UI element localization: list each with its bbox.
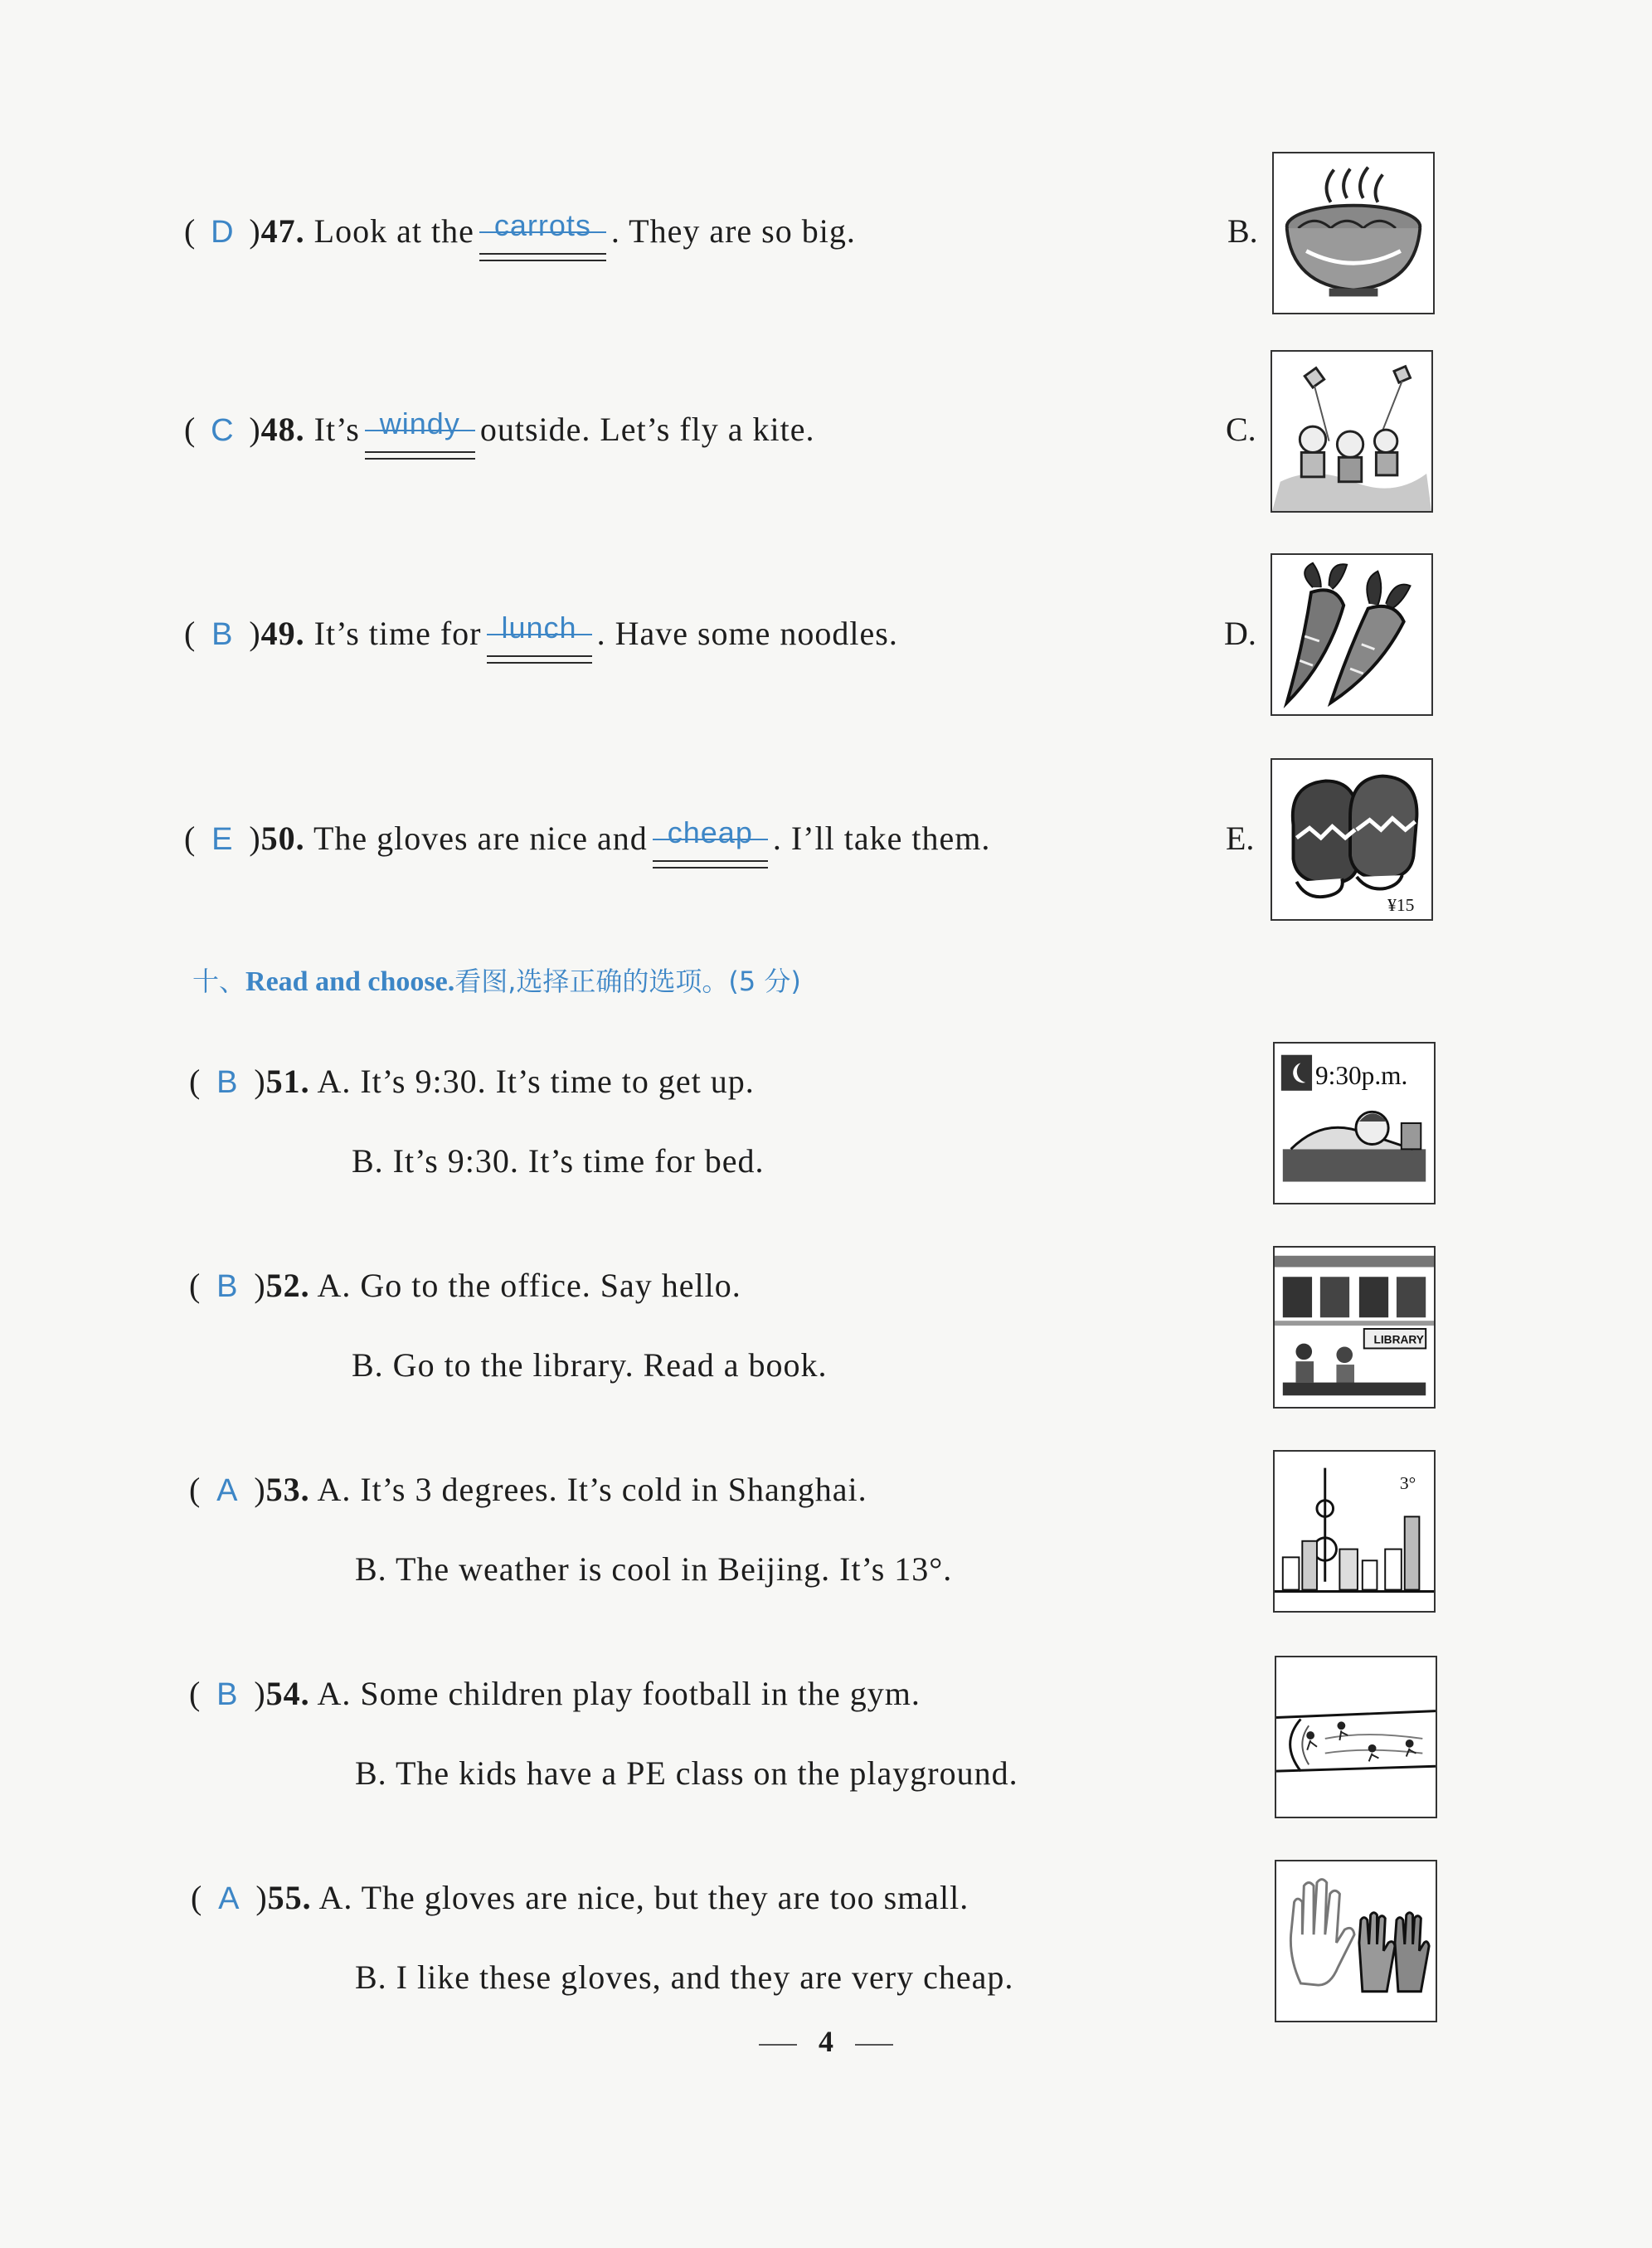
section-title <box>192 961 801 999</box>
fill-blank-49 <box>487 611 592 652</box>
question-number: 49 <box>260 615 296 652</box>
bedtime-clock-icon <box>1273 1042 1436 1204</box>
option-a-text: A. Go to the office. Say hello. <box>317 1267 741 1304</box>
option-label-d: D. <box>1224 615 1256 652</box>
picture-temperature: 3° <box>1399 1473 1416 1494</box>
question-47: ( D )47. Look at the carrots . They are so big. <box>184 208 856 250</box>
sentence-end: . They are so big. <box>610 212 856 250</box>
blank-word: cheap <box>667 815 753 849</box>
question-52-option-b: B. Go to the library. Read a book. <box>352 1346 828 1384</box>
answer-48: C <box>211 413 235 448</box>
option-a-text: A. Some children play football in the gym. <box>317 1675 921 1712</box>
option-a-text: A. It’s 3 degrees. It’s cold in Shanghai. <box>317 1471 867 1508</box>
blank-word: lunch <box>501 611 577 645</box>
blank-word: windy <box>379 406 460 440</box>
noodle-bowl-icon <box>1272 152 1435 314</box>
sentence-start: It’s <box>313 411 360 448</box>
question-number: 54 <box>265 1675 301 1712</box>
question-49: ( B )49. It’s time for lunch . Have some noodles. <box>184 611 898 652</box>
question-54: ( B )54. A. Some children play football in the gym. <box>189 1675 921 1712</box>
sentence-end: . I’ll take them. <box>772 820 991 857</box>
question-51: ( B )51. A. It’s 9:30. It’s time to get up. <box>189 1063 755 1100</box>
question-number: 47 <box>260 212 296 250</box>
question-52: ( B )52. A. Go to the office. Say hello. <box>189 1267 741 1304</box>
library-sign: LIBRARY <box>1373 1333 1424 1346</box>
answer-50: E <box>211 822 234 857</box>
answer-55: A <box>218 1881 241 1916</box>
answer-51: B <box>216 1065 239 1100</box>
question-number: 50 <box>260 820 296 857</box>
sentence-start: The gloves are nice and <box>313 820 648 857</box>
price-tag: ¥15 <box>1387 895 1415 916</box>
option-label-e: E. <box>1226 820 1255 857</box>
question-number: 55 <box>267 1879 303 1916</box>
question-number: 51 <box>265 1063 301 1100</box>
question-53: ( A )53. A. It’s 3 degrees. It’s cold in Shanghai. <box>189 1471 867 1508</box>
blank-word: carrots <box>493 208 591 242</box>
answer-49: B <box>211 617 234 652</box>
page-number: 4 <box>819 2025 833 2058</box>
question-53-option-b: B. The weather is cool in Beijing. It’s 13°. <box>355 1550 953 1588</box>
library-icon <box>1273 1246 1436 1409</box>
hand-and-gloves-icon <box>1275 1860 1437 2022</box>
answer-53: A <box>216 1473 239 1508</box>
sentence-end: . Have some noodles. <box>596 615 898 652</box>
shanghai-skyline-icon <box>1273 1450 1436 1613</box>
question-number: 53 <box>265 1471 301 1508</box>
fill-blank-47 <box>479 208 606 250</box>
answer-54: B <box>216 1677 239 1712</box>
sentence-start: It’s time for <box>313 615 482 652</box>
question-55-option-b: B. I like these gloves, and they are very cheap. <box>355 1958 1014 1996</box>
picture-clock-text: 9:30p.m. <box>1314 1060 1408 1090</box>
mittens-icon <box>1271 758 1433 921</box>
answer-47: D <box>211 215 235 250</box>
option-a-text: A. It’s 9:30. It’s time to get up. <box>317 1063 755 1100</box>
section-score: (5 分) <box>728 966 801 997</box>
question-number: 52 <box>265 1267 301 1304</box>
section-title-zh: 看图,选择正确的选项。 <box>454 966 729 997</box>
fill-blank-50 <box>653 815 768 857</box>
page-footer <box>0 2024 1652 2059</box>
carrots-icon <box>1271 553 1433 716</box>
option-label-b: B. <box>1227 212 1258 250</box>
fill-blank-48 <box>365 406 475 448</box>
question-54-option-b: B. The kids have a PE class on the playground. <box>355 1754 1018 1792</box>
section-title-en: Read and choose. <box>245 966 455 997</box>
question-50: ( E )50. The gloves are nice and cheap . I’ll take them. <box>184 815 991 857</box>
running-track-icon <box>1275 1656 1437 1818</box>
sentence-start: Look at the <box>313 212 474 250</box>
question-number: 48 <box>260 411 296 448</box>
option-label-c: C. <box>1226 411 1256 448</box>
section-number: 十、 <box>192 966 246 997</box>
kids-flying-kites-icon <box>1271 350 1433 513</box>
question-51-option-b: B. It’s 9:30. It’s time for bed. <box>352 1142 765 1180</box>
sentence-end: outside. Let’s fly a kite. <box>479 411 815 448</box>
question-55: ( A )55. A. The gloves are nice, but they are too small. <box>191 1879 969 1916</box>
answer-52: B <box>216 1269 239 1304</box>
option-a-text: A. The gloves are nice, but they are too small. <box>318 1879 969 1916</box>
question-48: ( C )48. It’s windy outside. Let’s fly a kite. <box>184 406 815 448</box>
